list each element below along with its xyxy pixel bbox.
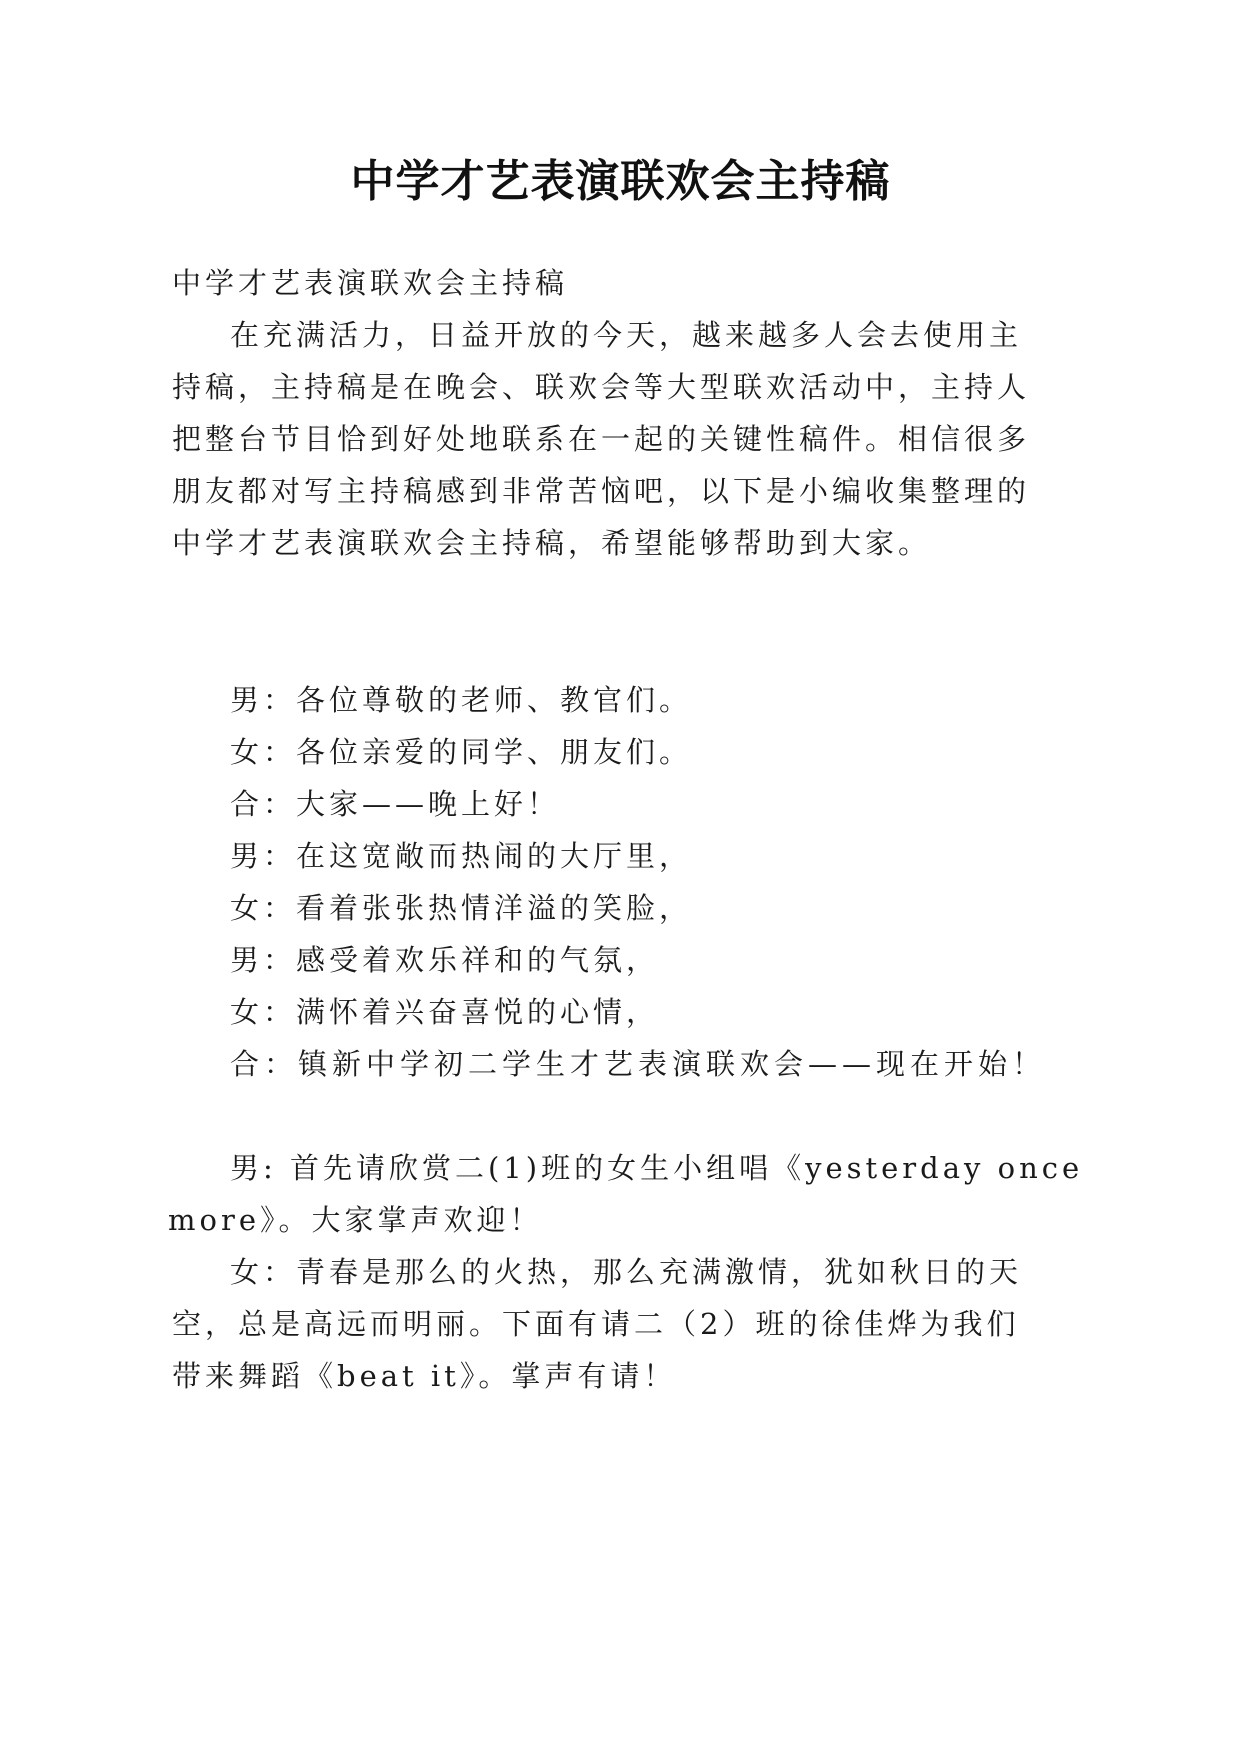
intro-line: 中学才艺表演联欢会主持稿，希望能够帮助到大家。 bbox=[172, 526, 932, 560]
dialogue-line: 合：大家——晚上好！ bbox=[230, 787, 561, 821]
document-title: 中学才艺表演联欢会主持稿 bbox=[350, 156, 891, 207]
dialogue-line: 男：在这宽敞而热闹的大厅里， bbox=[230, 839, 693, 873]
intro-line: 朋友都对写主持稿感到非常苦恼吧，以下是小编收集整理的 bbox=[172, 474, 1031, 508]
dialogue-line: 男：感受着欢乐祥和的气氛， bbox=[230, 943, 660, 977]
intro-line: 把整台节目恰到好处地联系在一起的关键性稿件。相信很多 bbox=[172, 422, 1031, 456]
dialogue-line: 女：各位亲爱的同学、朋友们。 bbox=[230, 735, 693, 769]
dialogue-line: 合：镇新中学初二学生才艺表演联欢会——现在开始！ bbox=[230, 1047, 1047, 1081]
dialogue-line: 女：满怀着兴奋喜悦的心情， bbox=[230, 995, 660, 1029]
program-line: 带来舞蹈《beat it》。掌声有请！ bbox=[172, 1359, 677, 1393]
subtitle: 中学才艺表演联欢会主持稿 bbox=[172, 266, 569, 300]
intro-line: 持稿，主持稿是在晚会、联欢会等大型联欢活动中，主持人 bbox=[172, 370, 1031, 404]
dialogue-line: 男：各位尊敬的老师、教官们。 bbox=[230, 683, 693, 717]
program-line: 空，总是高远而明丽。下面有请二（2）班的徐佳烨为我们 bbox=[172, 1307, 1020, 1341]
dialogue-line: 女：看着张张热情洋溢的笑脸， bbox=[230, 891, 693, 925]
program-line: more》。大家掌声欢迎！ bbox=[168, 1203, 543, 1237]
intro-line: 在充满活力，日益开放的今天，越来越多人会去使用主 bbox=[230, 318, 1023, 352]
program-line: 男: 首先请欣赏二(1)班的女生小组唱《yesterday once bbox=[230, 1151, 1084, 1185]
program-line: 女：青春是那么的火热，那么充满激情，犹如秋日的天 bbox=[230, 1255, 1023, 1289]
